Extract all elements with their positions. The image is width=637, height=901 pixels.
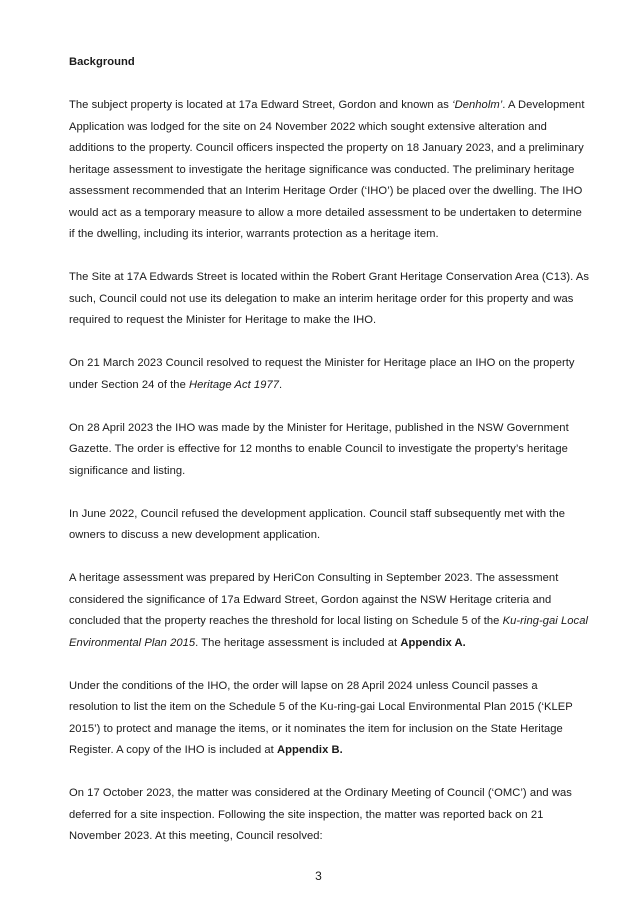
paragraph bbox=[69, 95, 589, 246]
paragraph bbox=[69, 676, 589, 762]
paragraph bbox=[69, 353, 589, 396]
text-run: The Site at 17A Edwards Street is located within the Robert Grant Heritage Conservation Area (C13). As such, Council could not use its delegation to make an interim heritage order for this property and was required to request the Minister for Heritage to make the IHO. bbox=[69, 271, 589, 326]
text-run: A heritage assessment was prepared by HeriCon Consulting in September 2023. The assessment considered the significance of 17a Edward Street, Gordon against the NSW Heritage criteria and concluded that the property reaches the threshold for local listing on Schedule 5 of the bbox=[69, 572, 559, 627]
paragraph-list bbox=[69, 95, 589, 848]
text-run: . A Development Application was lodged for the site on 24 November 2022 which sought extensive alteration and additions to the property. Council officers inspected the property on 18 January 2023, and a preliminary heritage assessment to investigate the heritage significance was conducted. The preliminary heritage assessment recommended that an Interim Heritage Order (‘IHO’) be placed over the dwelling. The IHO would act as a temporary measure to allow a more detailed assessment to be undertaken to determine if the dwelling, including its interior, warrants protection as a heritage item. bbox=[69, 99, 585, 240]
section-heading: Background bbox=[69, 56, 135, 68]
text-run: In June 2022, Council refused the development application. Council staff subsequently met with the owners to discuss a new development application. bbox=[69, 507, 566, 541]
italic-text: Heritage Act 1977 bbox=[189, 378, 279, 391]
page-number: 3 bbox=[315, 869, 322, 883]
italic-text: ‘Denholm’ bbox=[452, 99, 503, 111]
bold-text: Appendix B. bbox=[277, 744, 343, 756]
text-run: . The heritage assessment is included at bbox=[195, 636, 401, 649]
paragraph bbox=[69, 783, 589, 848]
bold-text: Appendix A. bbox=[400, 636, 466, 649]
text-run: . bbox=[279, 378, 283, 391]
italic-text: Ku-ring-gai Local Environmental Plan 2015 bbox=[69, 615, 589, 649]
paragraph bbox=[69, 267, 589, 332]
text-run: The subject property is located at 17a Edward Street, Gordon and known as bbox=[69, 99, 453, 111]
page-body bbox=[69, 52, 589, 869]
paragraph bbox=[69, 568, 589, 654]
text-run: On 17 October 2023, the matter was considered at the Ordinary Meeting of Council (‘OMC’) and was deferred for a site inspection. Following the site inspection, the matter was reported back on 21 November 2023. At this meeting, Council resolved: bbox=[69, 787, 572, 842]
text-run: Under the conditions of the IHO, the order will lapse on 28 April 2024 unless Council passes a resolution to list the item on the Schedule 5 of the Ku-ring-gai Local Environmental Plan 2015 (‘KLEP 2015’) to protect and manage the items, or it nominates the item for inclusion on the State Heritage Register. A copy of the IHO is included at bbox=[69, 679, 573, 756]
text-run: On 21 March 2023 Council resolved to request the Minister for Heritage place an IHO on the property under Section 24 of the bbox=[69, 357, 575, 391]
text-run: On 28 April 2023 the IHO was made by the Minister for Heritage, published in the NSW Government Gazette. The order is effective for 12 months to enable Council to investigate the property’s heritage significance and listing. bbox=[69, 421, 569, 477]
paragraph bbox=[69, 504, 589, 547]
paragraph bbox=[69, 418, 589, 483]
